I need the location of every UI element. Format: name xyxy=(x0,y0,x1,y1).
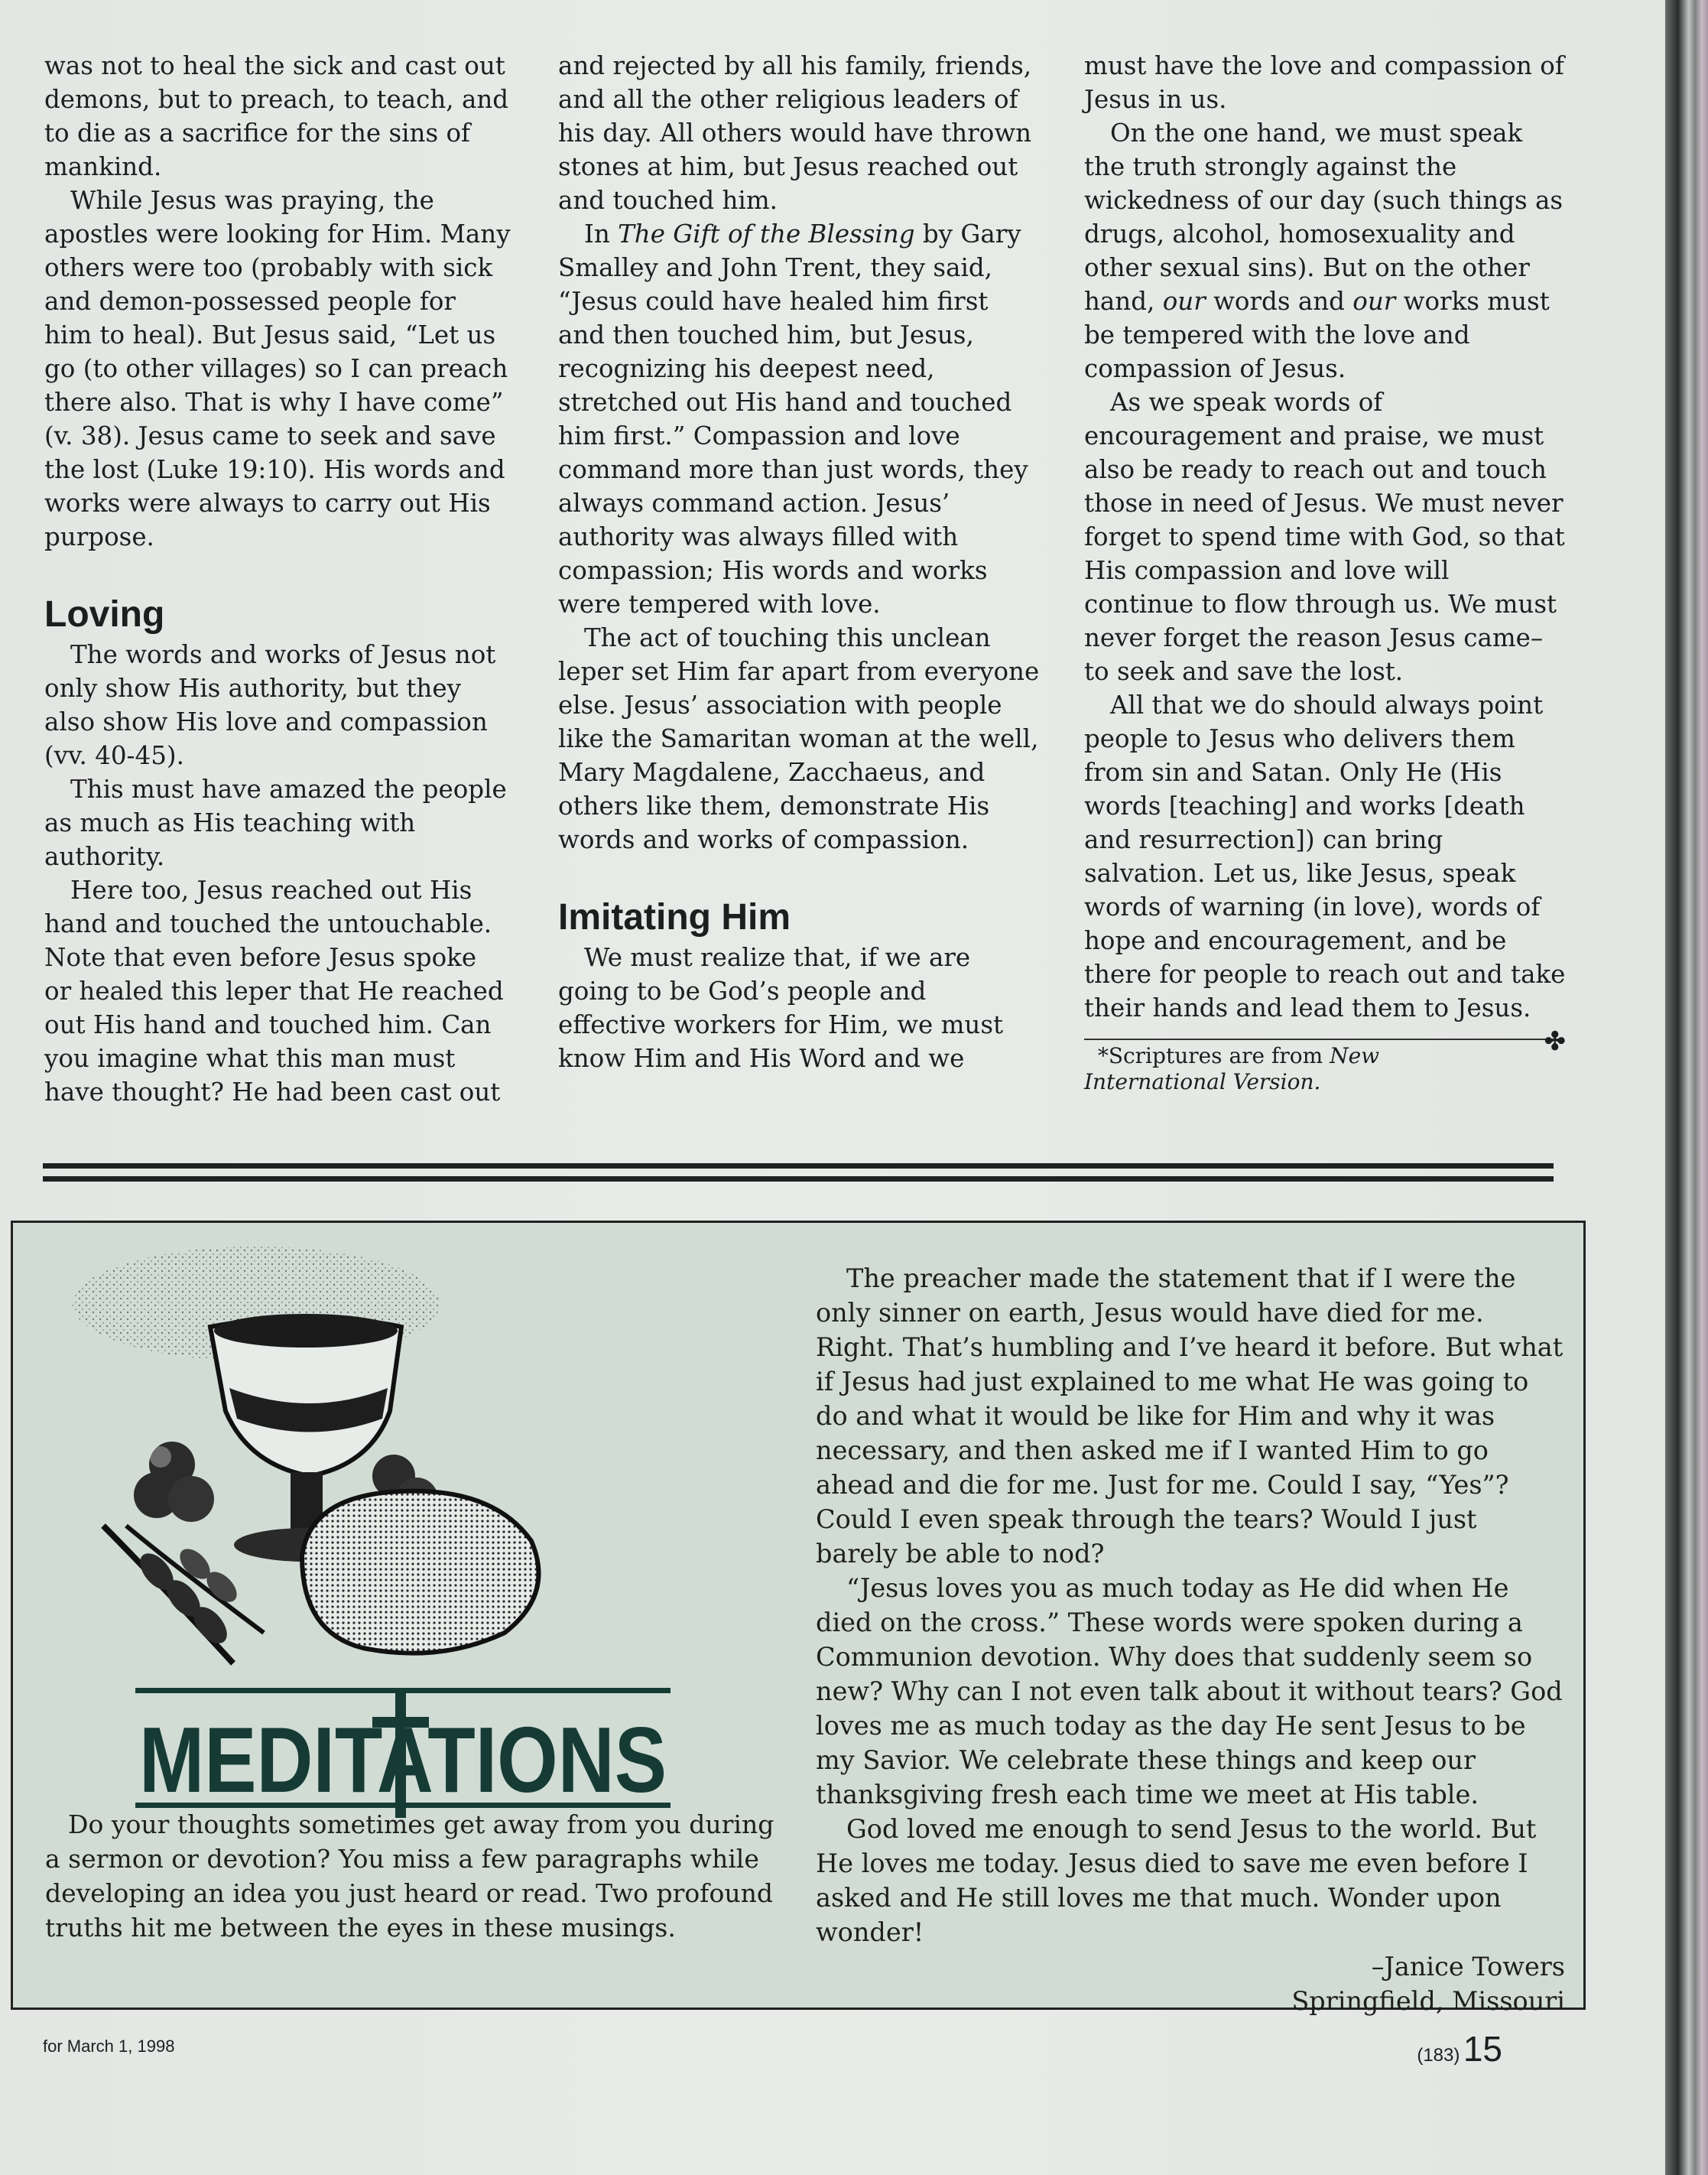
paragraph: God loved me enough to send Jesus to the world. But He loves me today. Jesus died to save me even before I asked and He still loves me that much. Wonder upon wonder! xyxy=(816,1814,1537,1947)
meditations-title-logo xyxy=(120,1688,686,1818)
issue-date: for March 1, 1998 xyxy=(43,2037,175,2056)
paragraph xyxy=(1084,116,1566,385)
emphasis: our xyxy=(1352,287,1396,316)
author-location: Springfield, Missouri xyxy=(1291,1986,1565,2016)
footnote xyxy=(1084,1039,1558,1095)
text-run: works must be tempered with the love and compassion of Jesus. xyxy=(1084,287,1550,383)
divider-rule xyxy=(43,1163,1554,1169)
paragraph: While Jesus was praying, the apostles were looking for Him. Many others were too (probably with sick and demon-possessed people for him to heal). But Jesus said, “Let us go (to other villages) so I can preach there also. That is why I have come” (v. 38). Jesus came to seek and save the lost (Luke 19:10). His words and works were always to carry out His purpose. xyxy=(44,186,511,551)
author-name: –Janice Towers xyxy=(1371,1952,1565,1982)
book-title: The Gift of the Blessing xyxy=(618,219,915,249)
paragraph: The act of touching this unclean leper set Him far apart from everyone else. Jesus’ association with people like the Samaritan woman at the well, Mary Magdalene, Zacchaeus, and others like them, demonstrate His words and works of compassion. xyxy=(558,623,1040,854)
paragraph: This must have amazed the people as much as His teaching with authority. xyxy=(44,775,507,871)
section-heading-loving: Loving xyxy=(44,594,165,635)
article-column-2 xyxy=(558,49,1040,1075)
paragraph xyxy=(558,217,1040,621)
text-run: On the one hand, we must speak the truth strongly against the wickedness of our day (such things as drugs, alcohol, homosexuality and other sexual sins). But on the other hand, xyxy=(1084,119,1564,316)
text-run: words and xyxy=(1205,287,1353,316)
paragraph: The words and works of Jesus not only show His authority, but they also show His love and compassion (vv. 40-45). xyxy=(44,640,496,770)
footnote-title: New International Version. xyxy=(1084,1043,1380,1094)
meditations-body xyxy=(816,1261,1565,2018)
paragraph: We must realize that, if we are going to be God’s people and effective workers for Him, we must know Him and His Word and we xyxy=(558,943,1004,1073)
section-heading-imitating-him: Imitating Him xyxy=(558,897,791,938)
paragraph: As we speak words of encouragement and praise, we must also be ready to reach out and touch those in need of Jesus. We must never forget to spend time with God, so that His compassion and love will continue to flow through us. We must never forget the reason Jesus came–to seek and save the lost. xyxy=(1084,388,1565,686)
page-number xyxy=(1417,2028,1502,2069)
paragraph: The preacher made the statement that if I were the only sinner on earth, Jesus would have died for me. Right. That’s humbling and I’ve heard it before. But what if Jesus had just explained to me what He was going to do and what it would be like for Him and why it was necessary, and then asked me if I wanted Him to go ahead and die for me. Just for me. Could I say, “Yes”? Could I even speak through the tears? Would I just barely be able to nod? xyxy=(816,1263,1564,1569)
meditations-intro: Do your thoughts sometimes get away from you during a sermon or devotion? You miss a few paragraphs while developing an idea you just heard or read. Two profound truths hit me between the eyes in these musings. xyxy=(45,1809,774,1943)
divider-rule xyxy=(43,1176,1554,1182)
paragraph: and rejected by all his family, friends, and all the other religious leaders of his day. All others would have thrown stones at him, but Jesus reached out and touched him. xyxy=(558,51,1032,215)
article-column-3 xyxy=(1084,49,1566,1095)
article-column-1 xyxy=(44,49,511,1109)
paragraph: must have the love and compassion of Jesus in us. xyxy=(1084,51,1564,114)
binding-spine xyxy=(1665,0,1708,2175)
paragraph: Here too, Jesus reached out His hand and touched the untouchable. Note that even before Jesus spoke or healed this leper that He reached out His hand and touched him. Can you imagine what this man must have thought? He had been cast out xyxy=(44,876,504,1107)
page-main-number: 15 xyxy=(1463,2029,1502,2069)
footnote-text: *Scriptures are from xyxy=(1097,1043,1330,1068)
emphasis: our xyxy=(1162,287,1206,316)
text-run: In xyxy=(584,219,619,249)
page-sub-number: (183) xyxy=(1417,2045,1460,2066)
text-run: All that we do should always point people to Jesus who delivers them from sin and Satan. Only He (His words [teaching] and works [death and resurrection]) can bring salvation. Let us, like Jesus, speak words of warning (in love), words of hope and encouragement, and be there for people to reach out and take their hands and lead them to Jesus. xyxy=(1084,691,1566,1022)
text-run: by Gary Smalley and John Trent, they said, “Jesus could have healed him first and then touched him, but Jesus, recognizing his deepest need, stretched out His hand and touched him first.” Compassion and love command more than just words, they always command action. Jesus’ authority was always filled with compassion; His words and works were tempered with love. xyxy=(558,219,1028,619)
meditations-title-text: MEDITATIONS xyxy=(139,1708,667,1812)
paragraph: was not to heal the sick and cast out demons, but to preach, to teach, and to die as a sacrifice for the sins of mankind. xyxy=(44,51,509,181)
end-of-article-mark: ✤ xyxy=(1544,1026,1566,1057)
meditations-box xyxy=(11,1221,1586,2016)
paragraph: “Jesus loves you as much today as He did when He died on the cross.” These words were spoken during a Communion devotion. Why does that suddenly seem so new? Why can I not even talk about it without tears? God loves me as much today as the day He sent Jesus to be my Savior. We celebrate these things and keep our thanksgiving fresh each time we meet at His table. xyxy=(816,1573,1563,1809)
communion-chalice-bread-illustration xyxy=(57,1235,554,1679)
